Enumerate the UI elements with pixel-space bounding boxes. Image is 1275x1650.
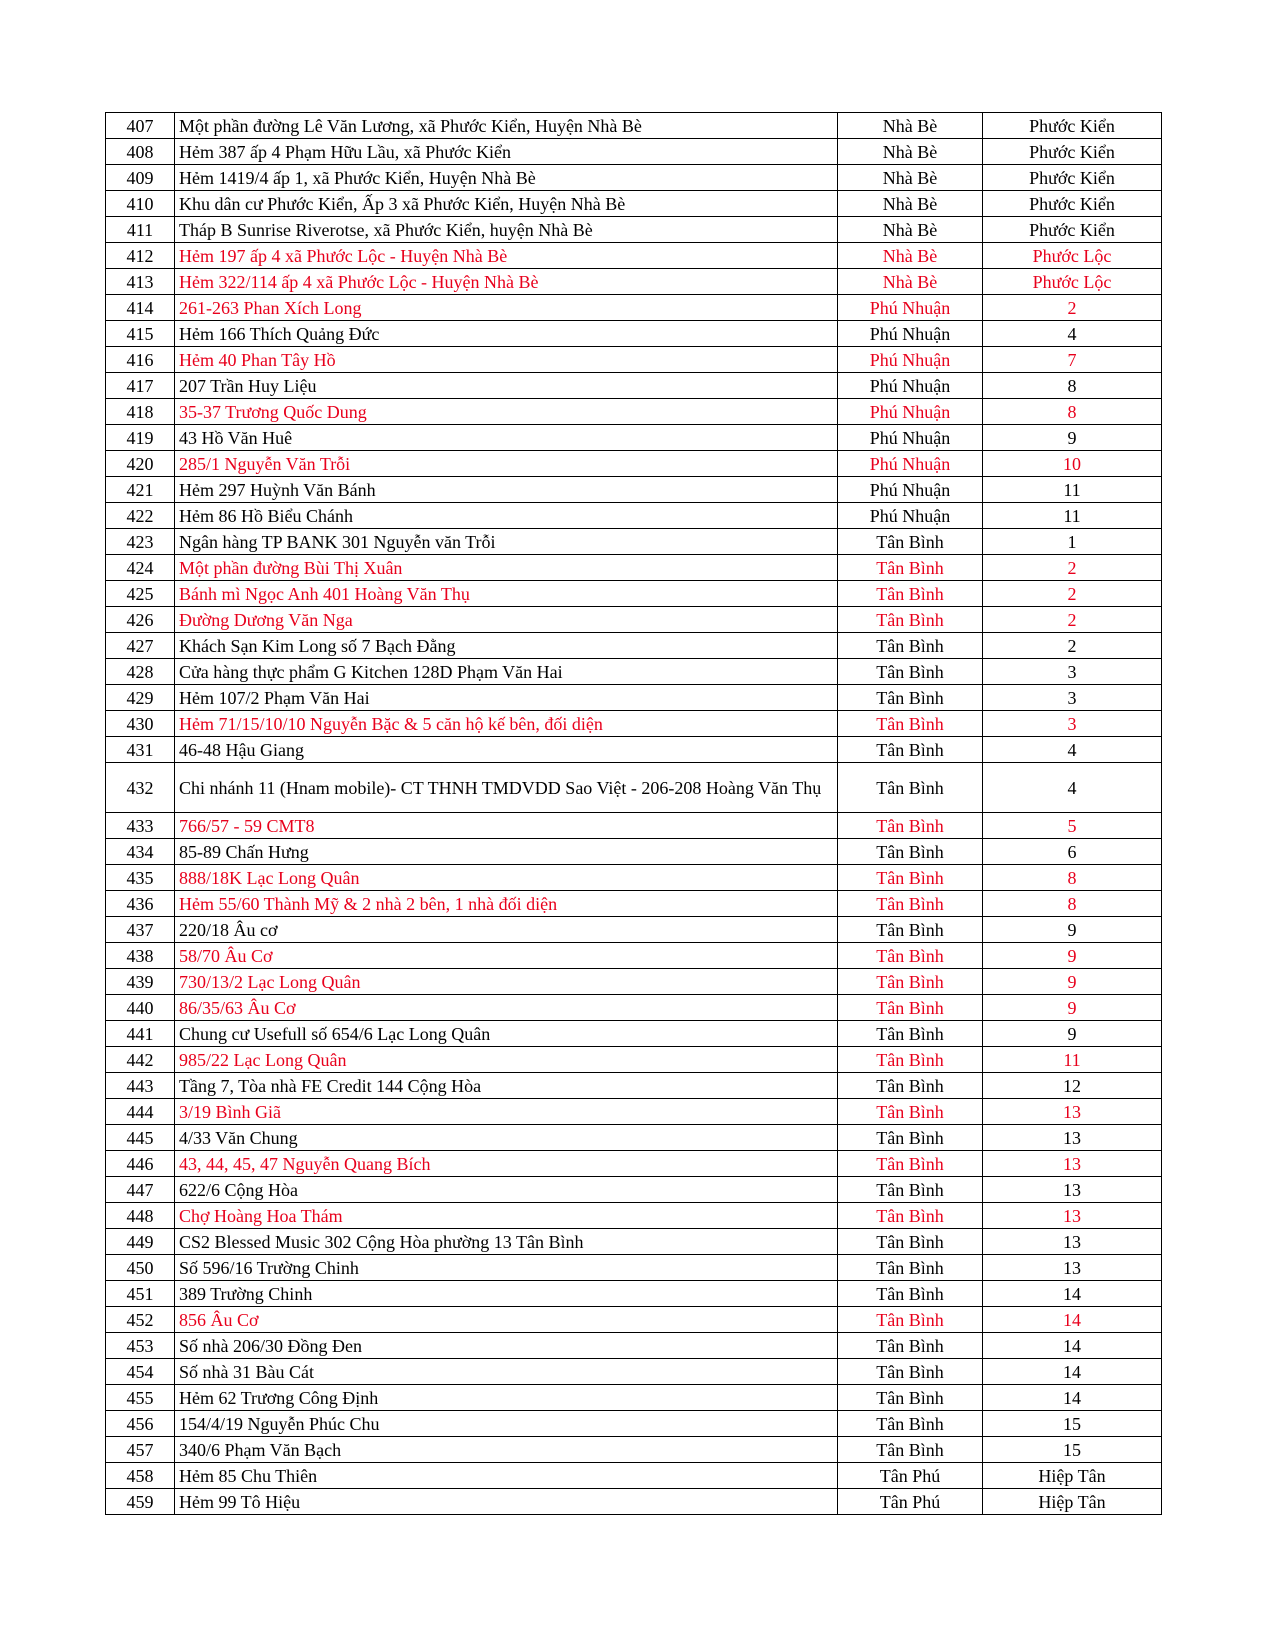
address-cell: 285/1 Nguyễn Văn Trỗi — [175, 451, 838, 477]
row-number-cell: 415 — [106, 321, 175, 347]
address-cell: 35-37 Trương Quốc Dung — [175, 399, 838, 425]
table-row — [106, 165, 1162, 191]
address-cell: Bánh mì Ngọc Anh 401 Hoàng Văn Thụ — [175, 581, 838, 607]
table-row — [106, 243, 1162, 269]
district-cell: Phú Nhuận — [838, 451, 983, 477]
row-number-cell: 434 — [106, 839, 175, 865]
ward-cell: 9 — [983, 969, 1162, 995]
row-number-cell: 419 — [106, 425, 175, 451]
table-row — [106, 191, 1162, 217]
table-row — [106, 1333, 1162, 1359]
ward-cell: 9 — [983, 995, 1162, 1021]
row-number-cell: 432 — [106, 763, 175, 813]
address-cell: Chung cư Usefull số 654/6 Lạc Long Quân — [175, 1021, 838, 1047]
district-cell: Tân Bình — [838, 839, 983, 865]
address-cell: 730/13/2 Lạc Long Quân — [175, 969, 838, 995]
row-number-cell: 456 — [106, 1411, 175, 1437]
address-cell: Hẻm 1419/4 ấp 1, xã Phước Kiển, Huyện Nhà Bè — [175, 165, 838, 191]
table-row — [106, 839, 1162, 865]
address-cell: Hẻm 387 ấp 4 Phạm Hữu Lầu, xã Phước Kiển — [175, 139, 838, 165]
ward-cell: 2 — [983, 555, 1162, 581]
district-cell: Tân Phú — [838, 1489, 983, 1515]
address-cell: Hẻm 62 Trương Công Định — [175, 1385, 838, 1411]
address-cell: 85-89 Chấn Hưng — [175, 839, 838, 865]
district-cell: Phú Nhuận — [838, 347, 983, 373]
table-row — [106, 1255, 1162, 1281]
table-row — [106, 1021, 1162, 1047]
row-number-cell: 412 — [106, 243, 175, 269]
address-cell: 43, 44, 45, 47 Nguyễn Quang Bích — [175, 1151, 838, 1177]
ward-cell: Phước Kiển — [983, 217, 1162, 243]
district-cell: Phú Nhuận — [838, 295, 983, 321]
row-number-cell: 442 — [106, 1047, 175, 1073]
row-number-cell: 448 — [106, 1203, 175, 1229]
table-row — [106, 1177, 1162, 1203]
row-number-cell: 444 — [106, 1099, 175, 1125]
address-cell: 389 Trường Chinh — [175, 1281, 838, 1307]
district-cell: Tân Bình — [838, 1281, 983, 1307]
district-cell: Tân Bình — [838, 1073, 983, 1099]
address-cell: Hẻm 297 Huỳnh Văn Bánh — [175, 477, 838, 503]
ward-cell: 8 — [983, 891, 1162, 917]
ward-cell: 11 — [983, 477, 1162, 503]
table-row — [106, 685, 1162, 711]
address-cell: Đường Dương Văn Nga — [175, 607, 838, 633]
district-cell: Tân Bình — [838, 711, 983, 737]
district-cell: Phú Nhuận — [838, 477, 983, 503]
table-row — [106, 737, 1162, 763]
row-number-cell: 409 — [106, 165, 175, 191]
district-cell: Nhà Bè — [838, 269, 983, 295]
row-number-cell: 457 — [106, 1437, 175, 1463]
district-cell: Tân Bình — [838, 891, 983, 917]
row-number-cell: 426 — [106, 607, 175, 633]
address-cell: 154/4/19 Nguyễn Phúc Chu — [175, 1411, 838, 1437]
district-cell: Tân Bình — [838, 1177, 983, 1203]
table-row — [106, 943, 1162, 969]
ward-cell: 7 — [983, 347, 1162, 373]
district-cell: Tân Bình — [838, 737, 983, 763]
row-number-cell: 422 — [106, 503, 175, 529]
district-cell: Tân Bình — [838, 1021, 983, 1047]
table-row — [106, 813, 1162, 839]
address-cell: Hẻm 40 Phan Tây Hồ — [175, 347, 838, 373]
table-row — [106, 269, 1162, 295]
row-number-cell: 443 — [106, 1073, 175, 1099]
district-cell: Nhà Bè — [838, 165, 983, 191]
address-cell: 261-263 Phan Xích Long — [175, 295, 838, 321]
table-row — [106, 1411, 1162, 1437]
address-cell: Hẻm 197 ấp 4 xã Phước Lộc - Huyện Nhà Bè — [175, 243, 838, 269]
address-cell: Hẻm 71/15/10/10 Nguyễn Bặc & 5 căn hộ kế bên, đối diện — [175, 711, 838, 737]
table-row — [106, 451, 1162, 477]
row-number-cell: 436 — [106, 891, 175, 917]
address-cell: 4/33 Văn Chung — [175, 1125, 838, 1151]
table-row — [106, 865, 1162, 891]
ward-cell: 14 — [983, 1333, 1162, 1359]
ward-cell: 3 — [983, 711, 1162, 737]
ward-cell: Phước Kiển — [983, 191, 1162, 217]
address-cell: Hẻm 107/2 Phạm Văn Hai — [175, 685, 838, 711]
district-cell: Tân Bình — [838, 1229, 983, 1255]
row-number-cell: 449 — [106, 1229, 175, 1255]
ward-cell: 14 — [983, 1385, 1162, 1411]
table-row — [106, 917, 1162, 943]
district-cell: Tân Bình — [838, 1411, 983, 1437]
address-cell: Một phần đường Lê Văn Lương, xã Phước Kiển, Huyện Nhà Bè — [175, 113, 838, 139]
district-cell: Tân Bình — [838, 1359, 983, 1385]
ward-cell: 5 — [983, 813, 1162, 839]
ward-cell: 13 — [983, 1177, 1162, 1203]
row-number-cell: 458 — [106, 1463, 175, 1489]
district-cell: Phú Nhuận — [838, 503, 983, 529]
address-cell: Khách Sạn Kim Long số 7 Bạch Đằng — [175, 633, 838, 659]
ward-cell: Phước Lộc — [983, 243, 1162, 269]
table-row — [106, 139, 1162, 165]
row-number-cell: 431 — [106, 737, 175, 763]
row-number-cell: 440 — [106, 995, 175, 1021]
row-number-cell: 441 — [106, 1021, 175, 1047]
district-cell: Tân Bình — [838, 917, 983, 943]
table-row — [106, 711, 1162, 737]
table-row — [106, 1437, 1162, 1463]
district-cell: Tân Bình — [838, 969, 983, 995]
ward-cell: 15 — [983, 1437, 1162, 1463]
ward-cell: Hiệp Tân — [983, 1489, 1162, 1515]
ward-cell: 11 — [983, 1047, 1162, 1073]
address-cell: 3/19 Bình Giã — [175, 1099, 838, 1125]
district-cell: Tân Bình — [838, 1203, 983, 1229]
row-number-cell: 414 — [106, 295, 175, 321]
district-cell: Phú Nhuận — [838, 373, 983, 399]
ward-cell: 2 — [983, 295, 1162, 321]
ward-cell: 9 — [983, 1021, 1162, 1047]
table-row — [106, 1203, 1162, 1229]
address-cell: CS2 Blessed Music 302 Cộng Hòa phường 13 Tân Bình — [175, 1229, 838, 1255]
ward-cell: 2 — [983, 633, 1162, 659]
ward-cell: 2 — [983, 581, 1162, 607]
table-row — [106, 529, 1162, 555]
district-cell: Phú Nhuận — [838, 321, 983, 347]
district-cell: Phú Nhuận — [838, 399, 983, 425]
address-cell: Hẻm 166 Thích Quảng Đức — [175, 321, 838, 347]
address-cell: 622/6 Cộng Hòa — [175, 1177, 838, 1203]
table-row — [106, 1307, 1162, 1333]
address-cell: Ngân hàng TP BANK 301 Nguyễn văn Trỗi — [175, 529, 838, 555]
table-row — [106, 425, 1162, 451]
district-cell: Tân Bình — [838, 1099, 983, 1125]
district-cell: Tân Bình — [838, 943, 983, 969]
address-cell: Số 596/16 Trường Chinh — [175, 1255, 838, 1281]
table-row — [106, 347, 1162, 373]
address-cell: 220/18 Âu cơ — [175, 917, 838, 943]
row-number-cell: 452 — [106, 1307, 175, 1333]
district-cell: Tân Bình — [838, 529, 983, 555]
table-row — [106, 477, 1162, 503]
district-cell: Tân Bình — [838, 1047, 983, 1073]
row-number-cell: 430 — [106, 711, 175, 737]
district-cell: Nhà Bè — [838, 113, 983, 139]
row-number-cell: 454 — [106, 1359, 175, 1385]
district-cell: Tân Bình — [838, 763, 983, 813]
district-cell: Tân Bình — [838, 685, 983, 711]
district-cell: Tân Bình — [838, 1151, 983, 1177]
table-row — [106, 1359, 1162, 1385]
address-cell: 888/18K Lạc Long Quân — [175, 865, 838, 891]
table-row — [106, 1489, 1162, 1515]
row-number-cell: 424 — [106, 555, 175, 581]
table-row — [106, 1099, 1162, 1125]
table-row — [106, 995, 1162, 1021]
row-number-cell: 425 — [106, 581, 175, 607]
ward-cell: Hiệp Tân — [983, 1463, 1162, 1489]
table-row — [106, 1073, 1162, 1099]
district-cell: Tân Bình — [838, 813, 983, 839]
address-cell: 46-48 Hậu Giang — [175, 737, 838, 763]
ward-cell: 3 — [983, 659, 1162, 685]
ward-cell: 9 — [983, 943, 1162, 969]
address-cell: Hẻm 86 Hồ Biểu Chánh — [175, 503, 838, 529]
ward-cell: 15 — [983, 1411, 1162, 1437]
table-row — [106, 1125, 1162, 1151]
row-number-cell: 437 — [106, 917, 175, 943]
address-cell: Số nhà 31 Bàu Cát — [175, 1359, 838, 1385]
ward-cell: 13 — [983, 1099, 1162, 1125]
row-number-cell: 423 — [106, 529, 175, 555]
table-row — [106, 503, 1162, 529]
district-cell: Tân Bình — [838, 581, 983, 607]
ward-cell: 4 — [983, 763, 1162, 813]
row-number-cell: 420 — [106, 451, 175, 477]
row-number-cell: 439 — [106, 969, 175, 995]
ward-cell: 13 — [983, 1255, 1162, 1281]
address-cell: 43 Hồ Văn Huê — [175, 425, 838, 451]
row-number-cell: 427 — [106, 633, 175, 659]
address-cell: 856 Âu Cơ — [175, 1307, 838, 1333]
ward-cell: 14 — [983, 1307, 1162, 1333]
ward-cell: 1 — [983, 529, 1162, 555]
row-number-cell: 447 — [106, 1177, 175, 1203]
ward-cell: 9 — [983, 917, 1162, 943]
ward-cell: 8 — [983, 373, 1162, 399]
district-cell: Tân Phú — [838, 1463, 983, 1489]
table-row — [106, 763, 1162, 813]
address-cell: Khu dân cư Phước Kiển, Ấp 3 xã Phước Kiển, Huyện Nhà Bè — [175, 191, 838, 217]
table-row — [106, 399, 1162, 425]
address-cell: 985/22 Lạc Long Quân — [175, 1047, 838, 1073]
district-cell: Phú Nhuận — [838, 425, 983, 451]
district-cell: Tân Bình — [838, 1333, 983, 1359]
row-number-cell: 451 — [106, 1281, 175, 1307]
table-row — [106, 659, 1162, 685]
row-number-cell: 435 — [106, 865, 175, 891]
district-cell: Tân Bình — [838, 555, 983, 581]
district-cell: Tân Bình — [838, 1385, 983, 1411]
district-cell: Tân Bình — [838, 865, 983, 891]
row-number-cell: 408 — [106, 139, 175, 165]
row-number-cell: 417 — [106, 373, 175, 399]
table-row — [106, 1281, 1162, 1307]
table-row — [106, 373, 1162, 399]
address-table-body — [106, 113, 1162, 1515]
address-cell: Chi nhánh 11 (Hnam mobile)- CT THNH TMDVDD Sao Việt - 206-208 Hoàng Văn Thụ — [175, 763, 838, 813]
ward-cell: 13 — [983, 1203, 1162, 1229]
address-cell: Hẻm 55/60 Thành Mỹ & 2 nhà 2 bên, 1 nhà đối diện — [175, 891, 838, 917]
address-cell: Tháp B Sunrise Riverotse, xã Phước Kiển, huyện Nhà Bè — [175, 217, 838, 243]
table-row — [106, 555, 1162, 581]
address-cell: 207 Trần Huy Liệu — [175, 373, 838, 399]
ward-cell: 14 — [983, 1281, 1162, 1307]
address-table — [105, 112, 1162, 1515]
row-number-cell: 450 — [106, 1255, 175, 1281]
row-number-cell: 407 — [106, 113, 175, 139]
row-number-cell: 446 — [106, 1151, 175, 1177]
district-cell: Tân Bình — [838, 995, 983, 1021]
row-number-cell: 455 — [106, 1385, 175, 1411]
ward-cell: 8 — [983, 865, 1162, 891]
row-number-cell: 433 — [106, 813, 175, 839]
ward-cell: 9 — [983, 425, 1162, 451]
address-cell: Cửa hàng thực phẩm G Kitchen 128D Phạm Văn Hai — [175, 659, 838, 685]
ward-cell: 4 — [983, 321, 1162, 347]
district-cell: Nhà Bè — [838, 191, 983, 217]
ward-cell: 14 — [983, 1359, 1162, 1385]
table-row — [106, 321, 1162, 347]
row-number-cell: 411 — [106, 217, 175, 243]
ward-cell: 13 — [983, 1151, 1162, 1177]
ward-cell: 6 — [983, 839, 1162, 865]
ward-cell: Phước Kiển — [983, 139, 1162, 165]
table-row — [106, 1463, 1162, 1489]
table-row — [106, 1047, 1162, 1073]
address-cell: Một phần đường Bùi Thị Xuân — [175, 555, 838, 581]
table-row — [106, 1229, 1162, 1255]
row-number-cell: 429 — [106, 685, 175, 711]
district-cell: Tân Bình — [838, 633, 983, 659]
ward-cell: 13 — [983, 1125, 1162, 1151]
table-row — [106, 633, 1162, 659]
address-cell: 766/57 - 59 CMT8 — [175, 813, 838, 839]
address-cell: Tầng 7, Tòa nhà FE Credit 144 Cộng Hòa — [175, 1073, 838, 1099]
ward-cell: 13 — [983, 1229, 1162, 1255]
district-cell: Nhà Bè — [838, 243, 983, 269]
district-cell: Tân Bình — [838, 659, 983, 685]
district-cell: Nhà Bè — [838, 217, 983, 243]
address-cell: 340/6 Phạm Văn Bạch — [175, 1437, 838, 1463]
table-row — [106, 891, 1162, 917]
row-number-cell: 413 — [106, 269, 175, 295]
ward-cell: Phước Kiển — [983, 165, 1162, 191]
ward-cell: Phước Lộc — [983, 269, 1162, 295]
table-row — [106, 581, 1162, 607]
table-row — [106, 1151, 1162, 1177]
row-number-cell: 428 — [106, 659, 175, 685]
district-cell: Tân Bình — [838, 1307, 983, 1333]
ward-cell: 4 — [983, 737, 1162, 763]
row-number-cell: 453 — [106, 1333, 175, 1359]
ward-cell: 3 — [983, 685, 1162, 711]
table-row — [106, 1385, 1162, 1411]
table-row — [106, 295, 1162, 321]
row-number-cell: 418 — [106, 399, 175, 425]
ward-cell: Phước Kiển — [983, 113, 1162, 139]
ward-cell: 10 — [983, 451, 1162, 477]
ward-cell: 11 — [983, 503, 1162, 529]
district-cell: Tân Bình — [838, 1255, 983, 1281]
district-cell: Tân Bình — [838, 607, 983, 633]
district-cell: Tân Bình — [838, 1125, 983, 1151]
row-number-cell: 438 — [106, 943, 175, 969]
row-number-cell: 445 — [106, 1125, 175, 1151]
address-cell: Hẻm 322/114 ấp 4 xã Phước Lộc - Huyện Nhà Bè — [175, 269, 838, 295]
district-cell: Tân Bình — [838, 1437, 983, 1463]
table-row — [106, 607, 1162, 633]
address-cell: Hẻm 85 Chu Thiên — [175, 1463, 838, 1489]
row-number-cell: 459 — [106, 1489, 175, 1515]
table-row — [106, 113, 1162, 139]
district-cell: Nhà Bè — [838, 139, 983, 165]
row-number-cell: 416 — [106, 347, 175, 373]
address-cell: Số nhà 206/30 Đồng Đen — [175, 1333, 838, 1359]
address-cell: Hẻm 99 Tô Hiệu — [175, 1489, 838, 1515]
row-number-cell: 410 — [106, 191, 175, 217]
address-cell: 58/70 Âu Cơ — [175, 943, 838, 969]
ward-cell: 12 — [983, 1073, 1162, 1099]
ward-cell: 2 — [983, 607, 1162, 633]
address-cell: 86/35/63 Âu Cơ — [175, 995, 838, 1021]
table-row — [106, 969, 1162, 995]
address-cell: Chợ Hoàng Hoa Thám — [175, 1203, 838, 1229]
row-number-cell: 421 — [106, 477, 175, 503]
table-row — [106, 217, 1162, 243]
ward-cell: 8 — [983, 399, 1162, 425]
